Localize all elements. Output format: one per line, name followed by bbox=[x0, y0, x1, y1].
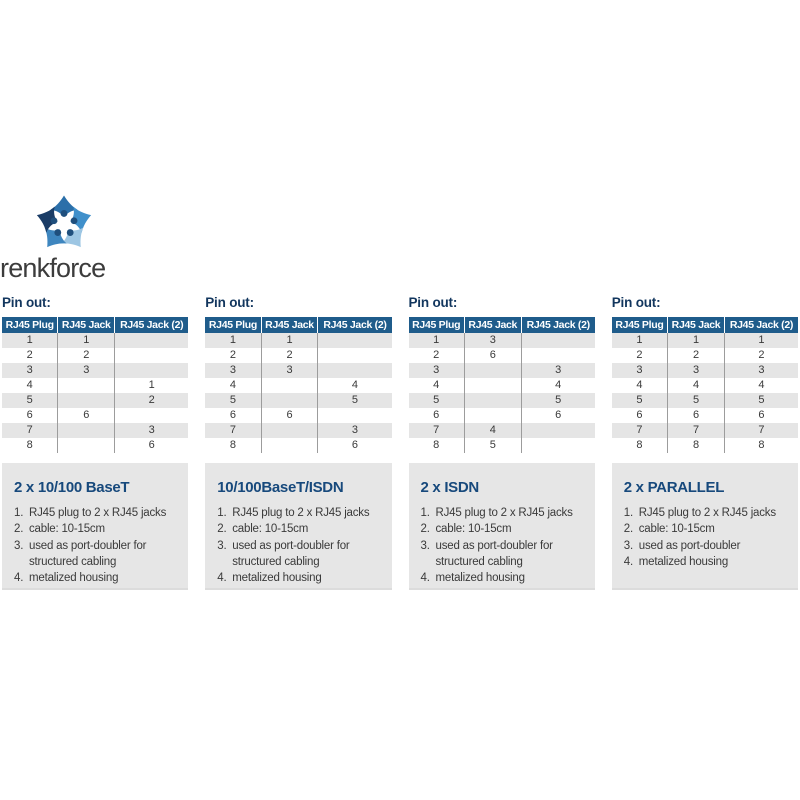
table-cell: 1 bbox=[229, 334, 236, 346]
column-header: RJ45 Jack (2) bbox=[724, 317, 798, 333]
table-row bbox=[2, 348, 188, 363]
column-header: RJ45 Jack (2) bbox=[521, 317, 595, 333]
table-cell: 7 bbox=[229, 424, 236, 436]
product-column-3 bbox=[409, 295, 595, 590]
table-row bbox=[205, 438, 391, 453]
table-row bbox=[409, 363, 595, 378]
table-row bbox=[205, 363, 391, 378]
table-row bbox=[409, 378, 595, 393]
table-row bbox=[612, 378, 798, 393]
table-cell: 8 bbox=[724, 438, 798, 453]
table-cell: 2 bbox=[433, 349, 440, 361]
pinout-label: Pin out: bbox=[2, 295, 51, 310]
table-cell: 4 bbox=[668, 378, 725, 393]
table-row bbox=[409, 438, 595, 453]
table-header-row bbox=[2, 317, 188, 333]
product-column-1 bbox=[2, 295, 188, 590]
table-cell: 4 bbox=[636, 379, 643, 391]
product-description-box bbox=[205, 463, 391, 590]
list-item: RJ45 plug to 2 x RJ45 jacks bbox=[232, 507, 370, 519]
table-cell: 1 bbox=[668, 333, 725, 348]
feature-list bbox=[217, 505, 381, 587]
table-row bbox=[205, 423, 391, 438]
table-cell: 2 bbox=[668, 348, 725, 363]
table-cell: 1 bbox=[433, 334, 440, 346]
table-cell: 6 bbox=[229, 409, 236, 421]
table-cell bbox=[115, 363, 189, 378]
table-cell: 8 bbox=[668, 438, 725, 453]
feature-list bbox=[624, 505, 788, 570]
table-cell: 6 bbox=[58, 408, 115, 423]
product-description-box bbox=[2, 463, 188, 590]
table-cell bbox=[58, 378, 115, 393]
table-row bbox=[2, 363, 188, 378]
table-cell: 7 bbox=[724, 423, 798, 438]
table-cell: 6 bbox=[636, 409, 643, 421]
table-cell bbox=[318, 363, 392, 378]
table-cell bbox=[318, 348, 392, 363]
feature-list bbox=[14, 505, 178, 587]
table-cell: 1 bbox=[636, 334, 643, 346]
table-row bbox=[205, 348, 391, 363]
table-cell: 2 bbox=[229, 349, 236, 361]
table-cell: 6 bbox=[318, 438, 392, 453]
table-cell: 3 bbox=[115, 423, 189, 438]
product-column-2 bbox=[205, 295, 391, 590]
pinout-label: Pin out: bbox=[611, 295, 661, 310]
table-cell: 2 bbox=[115, 393, 189, 408]
list-item: metalized housing bbox=[435, 572, 525, 585]
table-cell bbox=[58, 438, 115, 453]
table-row bbox=[612, 423, 798, 438]
table-cell bbox=[464, 393, 521, 408]
column-header: RJ45 Jack (2) bbox=[318, 317, 392, 333]
table-row bbox=[2, 378, 188, 393]
list-item: used as port-doubler for structured cabling bbox=[232, 539, 350, 568]
table-cell bbox=[521, 348, 595, 363]
table-cell: 6 bbox=[261, 408, 318, 423]
column-header: RJ45 Plug bbox=[409, 317, 465, 333]
product-column-4 bbox=[612, 295, 798, 590]
column-header: RJ45 Jack bbox=[58, 317, 115, 333]
table-cell: 1 bbox=[26, 334, 33, 346]
renkforce-star-icon bbox=[27, 193, 101, 255]
table-cell bbox=[115, 333, 189, 348]
table-row bbox=[409, 348, 595, 363]
table-cell: 8 bbox=[26, 439, 33, 451]
table-cell: 5 bbox=[318, 393, 392, 408]
table-cell: 5 bbox=[229, 394, 236, 406]
column-header: RJ45 Jack (2) bbox=[115, 317, 189, 333]
table-cell: 7 bbox=[636, 424, 643, 436]
pinout-table bbox=[2, 317, 188, 453]
table-row bbox=[205, 408, 391, 423]
table-cell: 2 bbox=[261, 348, 318, 363]
table-cell: 2 bbox=[636, 349, 643, 361]
brand-logo bbox=[0, 193, 140, 282]
list-item: RJ45 plug to 2 x RJ45 jacks bbox=[638, 507, 776, 519]
list-item: cable: 10-15cm bbox=[435, 523, 512, 536]
table-cell: 7 bbox=[668, 423, 725, 438]
product-description-box bbox=[612, 463, 798, 590]
list-item: metalized housing bbox=[638, 555, 729, 568]
table-header-row bbox=[409, 317, 595, 333]
product-title: 2 x ISDN bbox=[420, 479, 479, 496]
column-header: RJ45 Plug bbox=[205, 317, 261, 333]
table-row bbox=[612, 333, 798, 348]
table-cell bbox=[521, 423, 595, 438]
feature-list bbox=[421, 505, 585, 587]
table-cell: 6 bbox=[464, 348, 521, 363]
table-cell bbox=[464, 363, 521, 378]
table-row bbox=[2, 333, 188, 348]
table-cell: 1 bbox=[261, 333, 318, 348]
product-columns bbox=[2, 295, 798, 590]
table-cell bbox=[115, 408, 189, 423]
table-header-row bbox=[612, 317, 798, 333]
table-header-row bbox=[205, 317, 391, 333]
table-cell: 3 bbox=[229, 364, 236, 376]
product-description-box bbox=[409, 463, 595, 590]
table-cell: 3 bbox=[58, 363, 115, 378]
table-row bbox=[409, 423, 595, 438]
table-cell: 6 bbox=[433, 409, 440, 421]
table-row bbox=[2, 423, 188, 438]
table-row bbox=[612, 393, 798, 408]
pinout-table bbox=[409, 317, 595, 453]
table-row bbox=[205, 393, 391, 408]
table-cell bbox=[115, 348, 189, 363]
table-cell: 6 bbox=[115, 438, 189, 453]
table-row bbox=[409, 408, 595, 423]
table-row bbox=[205, 333, 391, 348]
table-cell: 8 bbox=[229, 439, 236, 451]
list-item: used as port-doubler for structured cabling bbox=[435, 539, 553, 568]
table-cell bbox=[464, 378, 521, 393]
table-cell: 5 bbox=[521, 393, 595, 408]
table-cell: 1 bbox=[58, 333, 115, 348]
table-cell: 2 bbox=[58, 348, 115, 363]
table-cell: 3 bbox=[521, 363, 595, 378]
table-cell: 2 bbox=[26, 349, 33, 361]
table-cell: 1 bbox=[115, 378, 189, 393]
table-cell: 7 bbox=[433, 424, 440, 436]
list-item: cable: 10-15cm bbox=[638, 523, 715, 536]
pinout-table bbox=[612, 317, 798, 453]
table-cell: 5 bbox=[724, 393, 798, 408]
table-cell: 3 bbox=[26, 364, 33, 376]
table-cell: 5 bbox=[433, 394, 440, 406]
table-cell: 4 bbox=[521, 378, 595, 393]
table-cell bbox=[58, 393, 115, 408]
table-cell: 4 bbox=[229, 379, 236, 391]
table-row bbox=[2, 393, 188, 408]
pinout-table bbox=[205, 317, 391, 453]
table-row bbox=[2, 408, 188, 423]
table-cell: 2 bbox=[724, 348, 798, 363]
table-cell: 3 bbox=[261, 363, 318, 378]
column-header: RJ45 Jack bbox=[261, 317, 318, 333]
table-cell: 3 bbox=[433, 364, 440, 376]
table-cell bbox=[318, 408, 392, 423]
pinout-label: Pin out: bbox=[408, 295, 458, 310]
table-cell bbox=[261, 378, 318, 393]
table-cell: 5 bbox=[26, 394, 33, 406]
column-header: RJ45 Plug bbox=[2, 317, 58, 333]
table-row bbox=[612, 408, 798, 423]
list-item: metalized housing bbox=[232, 572, 322, 585]
table-row bbox=[409, 333, 595, 348]
table-cell bbox=[464, 408, 521, 423]
table-cell: 3 bbox=[464, 333, 521, 348]
table-cell: 7 bbox=[26, 424, 33, 436]
table-row bbox=[205, 378, 391, 393]
table-cell: 4 bbox=[724, 378, 798, 393]
brand-name: renkforce bbox=[0, 253, 106, 283]
table-cell bbox=[261, 393, 318, 408]
table-row bbox=[612, 363, 798, 378]
product-title: 2 x 10/100 BaseT bbox=[14, 479, 130, 496]
list-item: used as port-doubler for structured cabling bbox=[29, 539, 147, 568]
list-item: RJ45 plug to 2 x RJ45 jacks bbox=[435, 507, 573, 519]
list-item: cable: 10-15cm bbox=[232, 523, 309, 536]
column-header: RJ45 Jack bbox=[668, 317, 725, 333]
table-cell: 6 bbox=[668, 408, 725, 423]
table-row bbox=[612, 348, 798, 363]
product-title: 10/100BaseT/ISDN bbox=[217, 479, 344, 496]
table-cell: 8 bbox=[433, 439, 440, 451]
table-cell: 6 bbox=[724, 408, 798, 423]
table-row bbox=[612, 438, 798, 453]
table-cell: 4 bbox=[433, 379, 440, 391]
table-cell: 3 bbox=[724, 363, 798, 378]
table-cell: 4 bbox=[318, 378, 392, 393]
product-title: 2 x PARALLEL bbox=[623, 479, 725, 496]
table-cell: 3 bbox=[668, 363, 725, 378]
table-cell bbox=[521, 333, 595, 348]
column-header: RJ45 Jack bbox=[464, 317, 521, 333]
list-item: cable: 10-15cm bbox=[29, 523, 105, 536]
list-item: RJ45 plug to 2 x RJ45 jacks bbox=[29, 507, 167, 519]
list-item: used as port-doubler bbox=[638, 539, 741, 552]
table-cell: 4 bbox=[26, 379, 33, 391]
table-cell: 8 bbox=[636, 439, 643, 451]
table-row bbox=[409, 393, 595, 408]
table-cell bbox=[318, 333, 392, 348]
table-cell: 6 bbox=[26, 409, 33, 421]
table-cell: 5 bbox=[464, 438, 521, 453]
table-cell: 4 bbox=[464, 423, 521, 438]
table-cell: 3 bbox=[636, 364, 643, 376]
table-cell: 5 bbox=[668, 393, 725, 408]
list-item: metalized housing bbox=[29, 572, 119, 585]
table-row bbox=[2, 438, 188, 453]
table-cell: 3 bbox=[318, 423, 392, 438]
table-cell bbox=[521, 438, 595, 453]
column-header: RJ45 Plug bbox=[612, 317, 668, 333]
table-cell: 1 bbox=[724, 333, 798, 348]
table-cell bbox=[261, 423, 318, 438]
table-cell bbox=[261, 438, 318, 453]
table-cell bbox=[58, 423, 115, 438]
table-cell: 6 bbox=[521, 408, 595, 423]
pinout-label: Pin out: bbox=[205, 295, 254, 310]
table-cell: 5 bbox=[636, 394, 643, 406]
